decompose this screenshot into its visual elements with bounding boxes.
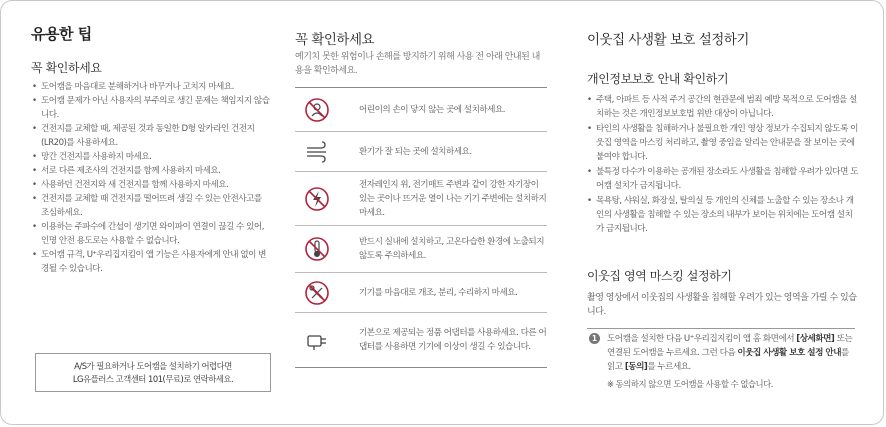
table-cell: 기본으로 제공되는 정품 어댑터를 사용하세요. 다른 어댑터를 사용하면 기기에 이상이 생길 수 있습니다. <box>359 328 547 352</box>
consent-note: ※ 동의하지 않으면 도어캠을 사용할 수 없습니다. <box>607 379 773 389</box>
precautions-title: 꼭 확인하세요 <box>295 32 375 48</box>
table-cell: 환기가 잘 되는 곳에 설치하세요. <box>359 146 472 157</box>
useful-tips-column <box>31 1 276 424</box>
privacy-title: 이웃집 사생활 보호 설정하기 <box>587 32 749 48</box>
list-item: • 도어캠 규격, U⁺우리집지킴이 앱 기능은 사용자에게 안내 없이 변경될 수 있습니다. <box>32 248 270 276</box>
list-item: • 건전지를 교체할 때 건전지를 떨어뜨려 생길 수 있는 안전사고를 조심하세요. <box>32 192 270 220</box>
step-number-badge: 1 <box>589 333 600 344</box>
step-text: 도어캠을 설치한 다음 U⁺우리집지킴이 앱 홈 화면에서 [상세화면] 또는 연결된 도어캠을 누르세요. 그런 다음 이웃집 사생활 보호 설정 안내를 읽고 [동의]를 누르세요. <box>607 334 853 372</box>
table-row <box>295 273 547 313</box>
list-item: • 주택, 아파트 등 사적 주거 공간의 현관문에 범죄 예방 목적으로 도어캠을 설치하는 것은 개인정보보호법 위반 대상이 아닙니다. <box>587 93 859 121</box>
table-row <box>295 226 547 273</box>
list-item: • 사용하던 건전지와 새 건전지를 함께 사용하지 마세요. <box>32 178 270 192</box>
table-row <box>295 313 547 368</box>
divider <box>587 328 855 329</box>
no-electromagnetic-icon <box>295 186 339 212</box>
list-item: • 타인의 사생활을 침해하거나 불필요한 개인 영상 정보가 수집되지 않도록 이웃집 영역을 마스킹 처리하고, 촬영 중임을 알리는 안내문을 잘 보이는 곳에 붙여야 합니다. <box>587 122 859 164</box>
list-item: • 도어캠을 마음대로 분해하거나 바꾸거나 고치지 마세요. <box>32 80 270 94</box>
privacy-column <box>587 1 859 424</box>
ventilation-icon <box>295 139 339 165</box>
table-cell: 어린이의 손이 닿지 않는 곳에 설치하세요. <box>359 104 506 115</box>
privacy-notice-subtitle: 개인정보보호 안내 확인하기 <box>587 72 729 86</box>
precautions-column <box>295 1 547 424</box>
table-cell: 전자레인지 위, 전기매트 주변과 같이 강한 자기장이 있는 곳이나 뜨거운 열이 나는 기기 주변에는 설치하지 마세요. <box>359 179 547 218</box>
useful-tips-title: 유용한 팁 <box>31 25 92 43</box>
list-item: • 건전지를 교체할 때, 제공된 것과 동일한 D형 알카라인 건전지(LR20)를 사용하세요. <box>32 122 270 150</box>
privacy-list <box>587 93 859 237</box>
masking-description: 촬영 영상에서 이웃집의 사생활을 침해할 우려가 있는 영역을 가릴 수 있습니다. <box>587 293 857 317</box>
table-row <box>295 172 547 226</box>
step-1 <box>589 332 855 391</box>
list-item: • 망간 건전지를 사용하지 마세요. <box>32 150 270 164</box>
list-item: • 도어캠 문제가 아닌 사용자의 부주의로 생긴 문제는 책임지지 않습니다. <box>32 94 270 122</box>
list-item: • 목욕탕, 샤워실, 화장실, 탈의실 등 개인의 신체를 노출할 수 있는 장소나 개인의 사생활을 침해할 수 있는 장소의 내부가 보이는 위치에는 도어캠 설치가 금지됩니다. <box>587 194 859 236</box>
table-row <box>295 88 547 132</box>
table-row <box>295 132 547 172</box>
table-cell: 반드시 실내에 설치하고, 고온다습한 환경에 노출되지 않도록 주의하세요. <box>359 237 545 261</box>
no-child-icon <box>295 97 339 123</box>
table-cell: 기기를 마음대로 개조, 분리, 수리하지 마세요. <box>359 287 518 298</box>
customer-center-notice <box>35 353 271 392</box>
must-check-subtitle: 꼭 확인하세요 <box>31 61 102 75</box>
precautions-table <box>295 87 547 368</box>
notice-line: A/S가 필요하거나 도어캠을 설치하기 어렵다면 <box>74 361 232 371</box>
precautions-intro: 예기치 못한 위험이나 손해를 방지하기 위해 사용 전 아래 안내된 내용을 확인하세요. <box>295 52 540 76</box>
notice-line: LG유플러스 고객센터 101(무료)로 연락하세요. <box>72 374 234 384</box>
no-high-temperature-icon <box>295 236 339 262</box>
genuine-adapter-icon <box>295 327 339 353</box>
no-disassembly-icon <box>295 280 339 306</box>
list-item: • 불특정 다수가 이용하는 공개된 장소라도 사생활을 침해할 우려가 있다면 도어캠 설치가 금지됩니다. <box>587 165 859 193</box>
list-item: • 서로 다른 제조사의 건전지를 함께 사용하지 마세요. <box>32 164 270 178</box>
list-item: • 이용하는 주파수에 간섭이 생기면 와이파이 연결이 끊길 수 있어, 인명 안전 용도로는 사용할 수 없습니다. <box>32 220 270 248</box>
masking-subtitle: 이웃집 영역 마스킹 설정하기 <box>587 269 732 283</box>
tips-list <box>32 80 270 276</box>
